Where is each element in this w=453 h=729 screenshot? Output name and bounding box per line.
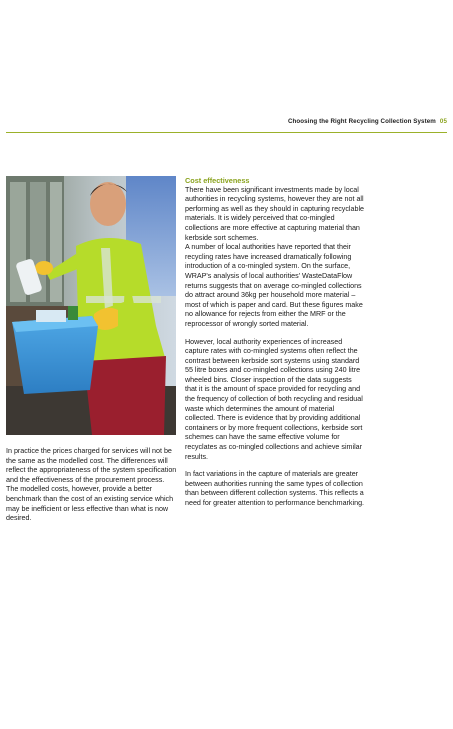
page-number: 05: [439, 118, 447, 125]
photo-illustration: [6, 176, 176, 435]
right-column: [185, 176, 365, 509]
header-rule: [6, 132, 447, 133]
paragraph-1: There have been significant investments made by local authorities in recycling systems, however they are not all performing as well as they should in capturing recyclable materials. It is widely perceived that co-mingled collections are more effective at capturing material than kerbside sort schemes.: [185, 185, 365, 242]
paragraph-2: A number of local authorities have reported that their recycling rates have increased dramatically following introduction of a co-mingled system. On the surface, WRAP's analysis of local authorities' WasteDataFlow returns suggests that on average co-mingled collections do attract around 36kg per household more material – most of which is paper and card. But these figures make no allowance for rejects from either the MRF or the reprocessor of wrongly sorted material.: [185, 243, 363, 328]
left-column: [6, 447, 178, 524]
header-title: Choosing the Right Recycling Collection System: [287, 118, 436, 125]
paragraph-3: However, local authority experiences of increased capture rates with co-mingled systems often reflect the contrast between kerbside sort systems using standard 55 litre boxes and co-mingled collections using 240 litre wheeled bins. Closer inspection of the data suggests that it is the amount of space provided for recycling and the frequency of collection of both recycling and residual waste which determines the amount of material collected. There is evidence that by providing additional containers or by more frequent collections, kerbside sort schemes can have the same effective volume for recyclates as co-mingled collections and achieve similar results.: [185, 337, 363, 461]
section-heading: Cost effectiveness: [185, 176, 250, 185]
running-header: [0, 118, 447, 132]
left-paragraph: In practice the prices charged for services will not be the same as the modelled cost. The differences will reflect the appropriateness of the system specification and the effectiveness of the procurement process. The modelled costs, however, provide a better benchmark than the cost of an existing service which may be inefficient or less effective than what is now desired.: [6, 447, 177, 523]
paragraph-4: In fact variations in the capture of materials are greater between authorities running the same types of collection than between different collection systems. This reflects a need for greater attention to performance benchmarking.: [185, 470, 365, 507]
photo-worker-recycling-box: [6, 176, 176, 435]
